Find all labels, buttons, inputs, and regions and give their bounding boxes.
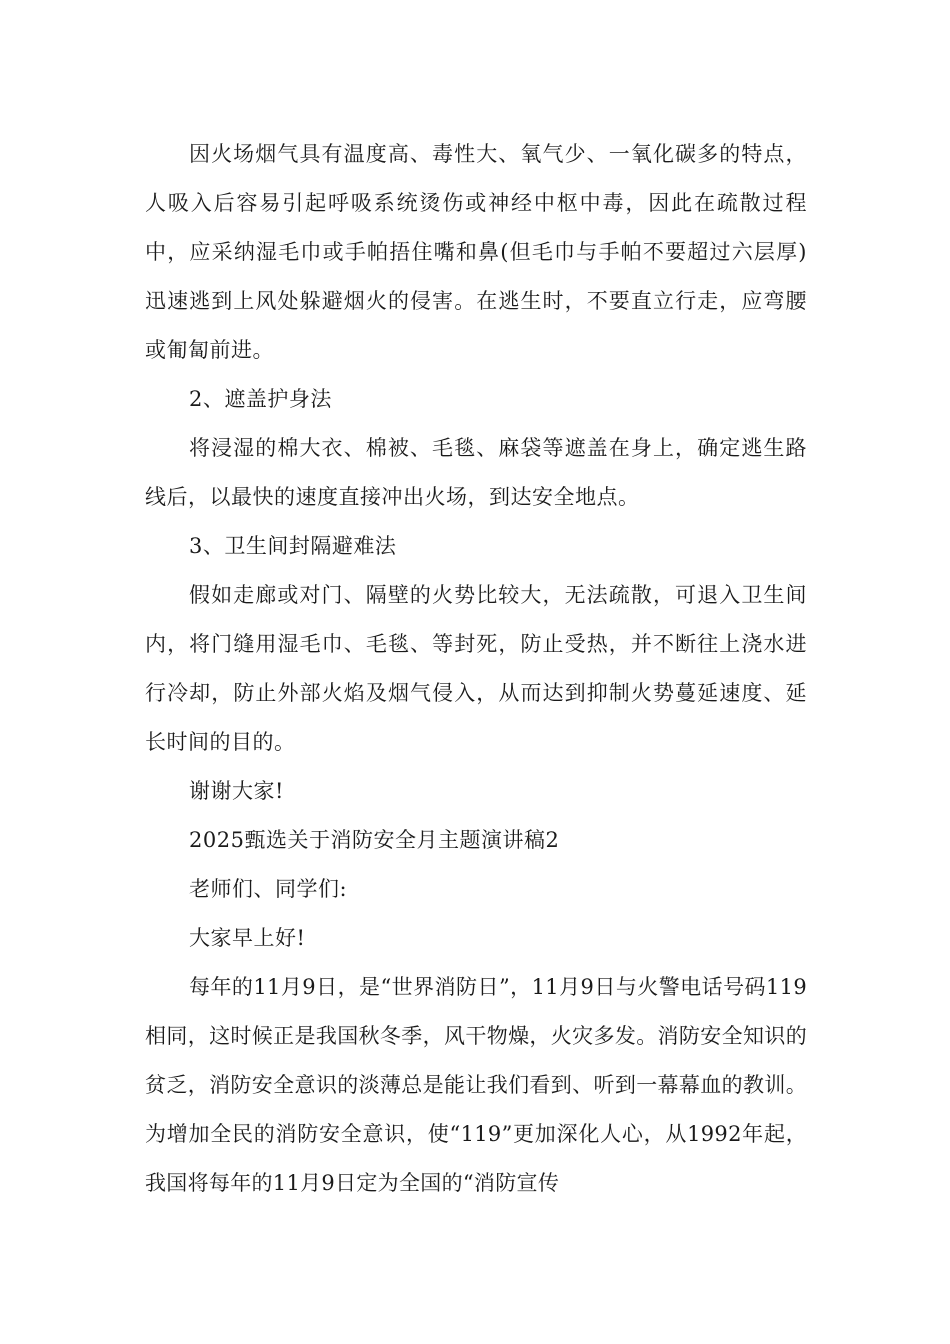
- salutation: 老师们、同学们:: [189, 877, 348, 901]
- paragraph-fire-day: 每年的11月9日，是“世界消防日”，11月9日与火警电话号码119相同，这时候正是我国秋冬季，风干物燥，火灾多发。消防安全知识的贫乏，消防安全意识的淡薄总是能让我们看到、听到一幕幕血的教训。为增加全民的消防安全意识，使“119”更加深化人心，从1992年起，我国将每年的11月9日定为全国的“消防宣传: [145, 975, 807, 1195]
- paragraph-bathroom-refuge: 假如走廊或对门、隔壁的火势比较大，无法疏散，可退入卫生间内，将门缝用湿毛巾、毛毯、等封死，防止受热，并不断往上浇水进行冷却，防止外部火焰及烟气侵入，从而达到抑制火势蔓延速度、延长时间的目的。: [145, 583, 807, 754]
- speech-title-2: 2025甄选关于消防安全月主题演讲稿2: [189, 828, 560, 852]
- document-body: [145, 130, 807, 1208]
- heading-cover-protection: 2、遮盖护身法: [189, 387, 332, 411]
- greeting: 大家早上好!: [189, 926, 306, 950]
- paragraph-smoke-escape: 因火场烟气具有温度高、毒性大、氧气少、一氧化碳多的特点，人吸入后容易引起呼吸系统烫伤或神经中枢中毒，因此在疏散过程中，应采纳湿毛巾或手帕捂住嘴和鼻(但毛巾与手帕不要超过六层厚)迅速逃到上风处躲避烟火的侵害。在逃生时，不要直立行走，应弯腰或匍匐前进。: [145, 142, 807, 362]
- closing-thanks: 谢谢大家!: [189, 779, 284, 803]
- paragraph-cover-protection: 将浸湿的棉大衣、棉被、毛毯、麻袋等遮盖在身上，确定逃生路线后，以最快的速度直接冲出火场，到达安全地点。: [145, 436, 807, 509]
- heading-bathroom-refuge: 3、卫生间封隔避难法: [189, 534, 397, 558]
